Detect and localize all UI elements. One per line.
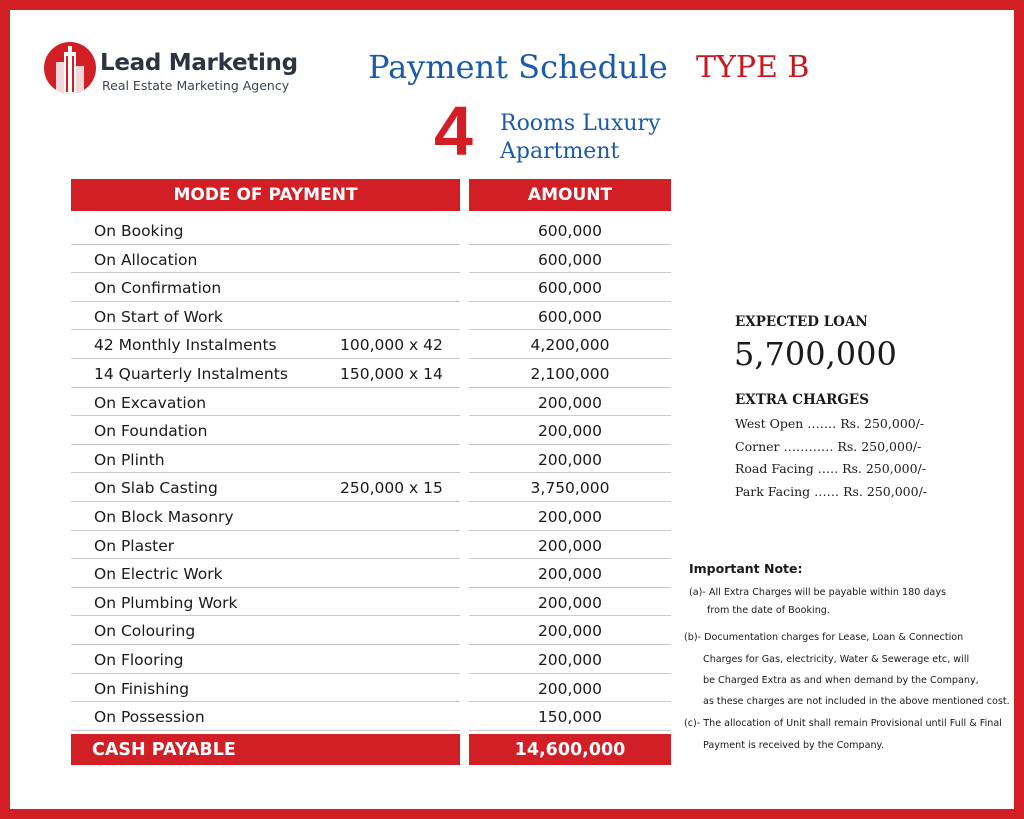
payment-mode-label: On Booking (94, 222, 184, 240)
amount-cell (469, 359, 671, 388)
amount-cell (469, 702, 671, 731)
amount-header: AMOUNT (469, 179, 671, 211)
amount-cell (469, 302, 671, 331)
amount-cell (469, 330, 671, 359)
note-b-line-3: be Charged Extra as and when demand by the Company, (703, 675, 979, 686)
note-b-line-4: as these charges are not included in the above mentioned cost. (703, 696, 1010, 707)
table-row (71, 330, 671, 359)
payment-amount: 600,000 (537, 279, 603, 298)
extra-charges-list (735, 416, 927, 506)
payment-mode-label: On Foundation (94, 422, 208, 441)
mode-cell (71, 273, 460, 302)
payment-mode-label: On Plumbing Work (94, 593, 238, 612)
cash-payable-label: CASH PAYABLE (71, 734, 460, 765)
table-row (71, 502, 671, 531)
mode-cell (71, 674, 460, 703)
payment-amount: 150,000 (537, 708, 603, 727)
payment-mode-label: On Plaster (94, 536, 175, 555)
payment-amount: 200,000 (537, 450, 603, 469)
payment-mode-label: On Slab Casting (94, 479, 218, 498)
instalment-calc: 100,000 x 42 (340, 336, 443, 355)
brand-tagline: Real Estate Marketing Agency (102, 78, 290, 93)
table-row (71, 645, 671, 674)
extra-charge-item: Road Facing ….. Rs. 250,000/- (735, 461, 926, 476)
table-row (71, 588, 671, 617)
payment-amount: 600,000 (537, 250, 603, 269)
table-row (71, 473, 671, 502)
amount-cell (469, 416, 671, 445)
note-b-line-2: Charges for Gas, electricity, Water & Sewerage etc, will (703, 654, 970, 665)
payment-amount: 200,000 (537, 679, 603, 698)
mode-cell (71, 388, 460, 417)
amount-cell (469, 559, 671, 588)
payment-amount: 4,200,000 (530, 336, 610, 355)
mode-cell (71, 702, 460, 731)
payment-amount: 600,000 (537, 222, 603, 240)
mode-cell (71, 616, 460, 645)
mode-cell (71, 473, 460, 502)
expected-loan-value: 5,700,000 (734, 335, 897, 373)
expected-loan-label: EXPECTED LOAN (735, 314, 868, 330)
payment-amount: 200,000 (537, 622, 603, 641)
amount-cell (469, 588, 671, 617)
mode-cell (71, 445, 460, 474)
page-title: Payment Schedule (368, 48, 668, 86)
instalment-calc: 150,000 x 14 (340, 364, 443, 383)
extra-charge-item: West Open ……. Rs. 250,000/- (735, 416, 925, 431)
payment-amount: 200,000 (537, 593, 603, 612)
amount-cell (469, 216, 671, 245)
payment-mode-label: On Electric Work (94, 565, 223, 584)
table-row (71, 531, 671, 560)
mode-of-payment-header: MODE OF PAYMENT (71, 179, 460, 211)
extra-charge-item: Corner ………… Rs. 250,000/- (735, 438, 922, 454)
payment-mode-label: On Finishing (94, 679, 190, 698)
payment-mode-label: On Colouring (94, 622, 196, 641)
table-row (71, 559, 671, 588)
payment-amount: 200,000 (537, 422, 603, 441)
mode-cell (71, 559, 460, 588)
subtitle-line-2: Apartment (500, 139, 620, 164)
amount-cell (469, 531, 671, 560)
table-row (71, 359, 671, 388)
rooms-number: 4 (434, 92, 473, 170)
note-c-line-2: Payment is received by the Company. (703, 740, 884, 751)
payment-mode-label: On Allocation (94, 250, 198, 269)
note-c-line-1: (c)- The allocation of Unit shall remain Provisional until Full & Final (684, 718, 1002, 729)
amount-cell (469, 445, 671, 474)
table-row (71, 302, 671, 331)
amount-cell (469, 245, 671, 274)
note-a-line-1: (a)- All Extra Charges will be payable within 180 days (689, 587, 946, 598)
extra-charge-item: Park Facing …… Rs. 250,000/- (735, 483, 927, 499)
amount-cell (469, 502, 671, 531)
table-row (71, 416, 671, 445)
amount-cell (469, 674, 671, 703)
payment-amount: 2,100,000 (530, 364, 610, 383)
payment-mode-label: On Confirmation (94, 279, 222, 298)
mode-cell (71, 645, 460, 674)
cash-payable-amount: 14,600,000 (469, 734, 671, 765)
amount-cell (469, 616, 671, 645)
payment-amount: 200,000 (537, 393, 603, 412)
table-row (71, 273, 671, 302)
payment-amount: 200,000 (537, 507, 603, 526)
table-row (71, 388, 671, 417)
payment-amount: 200,000 (537, 565, 603, 584)
payment-mode-label: On Start of Work (94, 307, 223, 326)
mode-cell (71, 588, 460, 617)
payment-mode-label: 42 Monthly Instalments (94, 336, 277, 355)
mode-cell (71, 359, 460, 388)
payment-amount: 600,000 (537, 307, 603, 326)
table-row (71, 445, 671, 474)
instalment-calc: 250,000 x 15 (340, 479, 443, 498)
amount-cell (469, 473, 671, 502)
amount-cell (469, 388, 671, 417)
mode-cell (71, 302, 460, 331)
mode-cell (71, 416, 460, 445)
mode-cell (71, 216, 460, 245)
payment-mode-label: On Plinth (94, 450, 165, 469)
payment-schedule-table (71, 216, 671, 731)
mode-cell (71, 502, 460, 531)
mode-cell (71, 330, 460, 359)
brand-name: Lead Marketing (100, 50, 298, 76)
payment-mode-label: On Possession (94, 708, 205, 727)
payment-amount: 3,750,000 (530, 479, 610, 498)
payment-mode-label: On Excavation (94, 393, 207, 412)
table-row (71, 245, 671, 274)
mode-cell (71, 531, 460, 560)
table-row (71, 616, 671, 645)
payment-mode-label: On Block Masonry (94, 507, 234, 526)
note-b-line-1: (b)- Documentation charges for Lease, Loan & Connection (684, 632, 964, 643)
important-note-title: Important Note: (689, 561, 803, 576)
payment-mode-label: 14 Quarterly Instalments (94, 364, 288, 383)
amount-cell (469, 645, 671, 674)
amount-cell (469, 273, 671, 302)
payment-amount: 200,000 (537, 650, 603, 669)
mode-cell (71, 245, 460, 274)
subtitle-line-1: Rooms Luxury (500, 111, 661, 136)
note-a-line-2: from the date of Booking. (707, 605, 830, 616)
table-row (71, 702, 671, 731)
payment-mode-label: On Flooring (94, 650, 184, 669)
extra-charges-label: EXTRA CHARGES (735, 392, 869, 408)
table-row (71, 674, 671, 703)
type-label: TYPE B (696, 50, 810, 85)
table-row (71, 216, 671, 245)
payment-amount: 200,000 (537, 536, 603, 555)
